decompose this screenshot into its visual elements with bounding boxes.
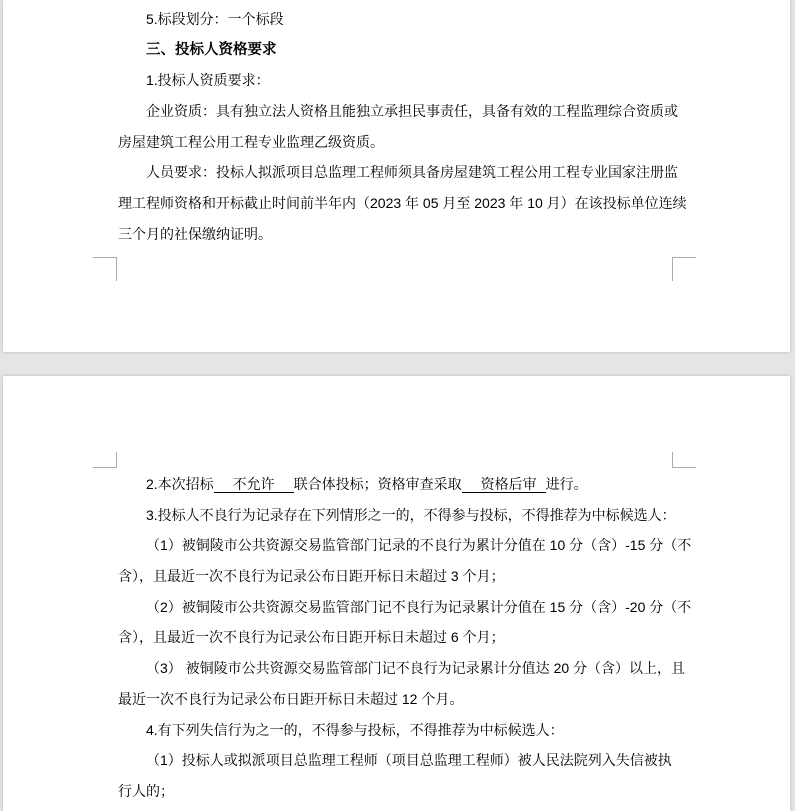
- paragraph-line[interactable]: 三个月的社保缴纳证明。: [118, 225, 272, 242]
- document-page-2: [3, 376, 790, 811]
- section-heading[interactable]: 三、投标人资格要求: [146, 41, 277, 58]
- margin-crop-mark-bottom-left: [93, 257, 117, 281]
- text-segment: 2.本次招标: [146, 476, 214, 492]
- paragraph-line[interactable]: 含），且最近一次不良行为记录公布日距开标日未超过 6 个月；: [118, 629, 505, 646]
- paragraph-line[interactable]: 企业资质：具有独立法人资格且能独立承担民事责任，具备有效的工程监理综合资质或: [146, 103, 678, 120]
- paragraph-line[interactable]: 含），且最近一次不良行为记录公布日距开标日未超过 3 个月；: [118, 568, 505, 585]
- filled-blank-underline: 不允许: [214, 476, 294, 493]
- margin-crop-mark-top-right: [672, 452, 696, 468]
- page-2-text-area: [118, 469, 692, 807]
- paragraph-line[interactable]: （3） 被铜陵市公共资源交易监管部门记不良行为记录累计分值达 20 分（含）以上，且: [146, 660, 686, 677]
- page-1-text-area: [118, 4, 687, 250]
- document-page-1: [3, 0, 790, 352]
- text-segment: 联合体投标；资格审查采取: [293, 476, 462, 492]
- margin-crop-mark-bottom-right: [672, 257, 696, 281]
- paragraph-line[interactable]: 人员要求：投标人拟派项目总监理工程师须具备房屋建筑工程公用工程专业国家注册监: [146, 164, 678, 181]
- paragraph-line[interactable]: 最近一次不良行为记录公布日距开标日未超过 12 个月。: [118, 690, 464, 707]
- filled-blank-underline: 资格后审: [462, 476, 546, 493]
- paragraph-line[interactable]: （1）被铜陵市公共资源交易监管部门记录的不良行为累计分值在 10 分（含）-15 分（不: [146, 537, 692, 554]
- paragraph-line[interactable]: （1）投标人或拟派项目总监理工程师（项目总监理工程师）被人民法院列入失信被执: [146, 752, 672, 769]
- paragraph-line[interactable]: 3.投标人不良行为记录存在下列情形之一的，不得参与投标，不得推荐为中标候选人：: [146, 506, 676, 523]
- paragraph-line[interactable]: 理工程师资格和开标截止时间前半年内（2023 年 05 月至 2023 年 10 月）在该投标单位连续: [118, 195, 687, 212]
- paragraph-line[interactable]: 4.有下列失信行为之一的，不得参与投标，不得推荐为中标候选人：: [146, 721, 564, 738]
- margin-crop-mark-top-left: [93, 452, 117, 468]
- paragraph-line[interactable]: 行人的；: [118, 782, 174, 799]
- paragraph-line[interactable]: 房屋建筑工程公用工程专业监理乙级资质。: [118, 133, 384, 150]
- paragraph-line[interactable]: （2）被铜陵市公共资源交易监管部门记不良行为记录累计分值在 15 分（含）-20 分（不: [146, 598, 692, 615]
- paragraph-line-with-blanks[interactable]: [118, 469, 684, 500]
- paragraph-line[interactable]: 1.投标人资质要求：: [146, 72, 270, 89]
- text-segment: 进行。: [545, 476, 588, 492]
- paragraph-line[interactable]: 5.标段划分：一个标段: [146, 11, 284, 27]
